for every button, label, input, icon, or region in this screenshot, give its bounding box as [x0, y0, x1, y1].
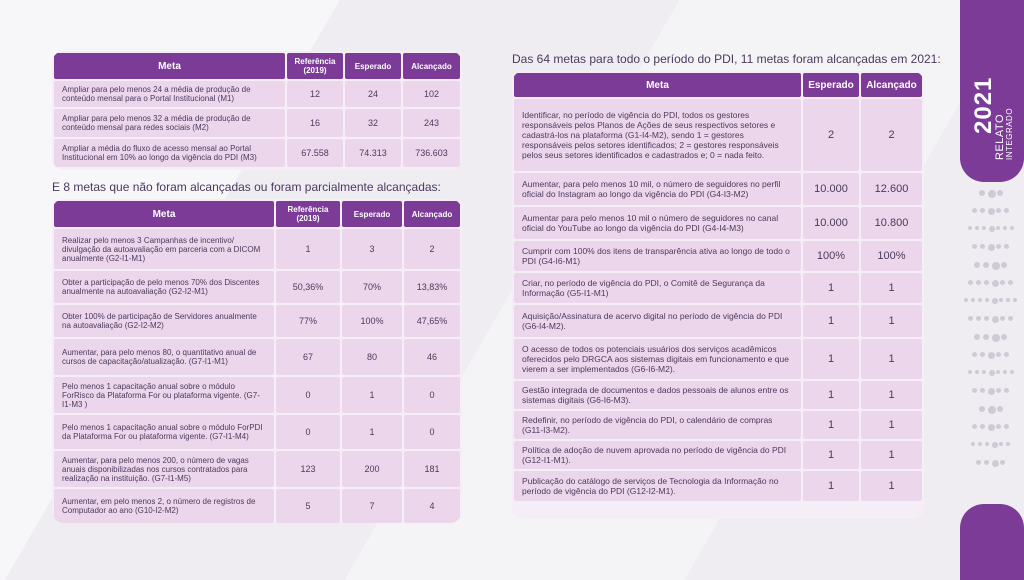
cell-meta: Cumprir com 100% dos itens de transparência ativa ao longo de todo o PDI (G4-I6-M1): [514, 241, 801, 271]
dot: [975, 226, 979, 230]
dot: [1003, 226, 1007, 230]
dot: [964, 298, 968, 302]
cell-value: 7: [342, 489, 402, 523]
dot: [968, 280, 973, 285]
table-row: [54, 339, 460, 375]
cell-meta: Política de adoção de nuvem aprovada no período de vigência do PDI (G12-I1-M1).: [514, 441, 801, 469]
dot: [1004, 388, 1009, 393]
dot: [971, 298, 975, 302]
cell-value: 1: [803, 339, 859, 379]
table-row: [54, 415, 460, 449]
cell-value: 0: [276, 377, 340, 413]
cell-value: 1: [803, 441, 859, 469]
cell-meta: Aumentar, para pelo menos 80, o quantitativo anual de cursos de capacitação/atualização. (G7-I1-M1): [54, 339, 274, 375]
dot: [988, 388, 995, 395]
col-referencia: Referência (2019): [287, 53, 343, 79]
dot: [1003, 370, 1007, 374]
dot: [1013, 298, 1017, 302]
dot: [974, 262, 980, 268]
dot: [988, 352, 995, 359]
dot: [988, 244, 995, 251]
cell-value: 1: [861, 339, 922, 379]
dot: [992, 460, 999, 467]
cell-meta: Realizar pelo menos 3 Campanhas de incentivo/ divulgação da autoavaliação em parceria com a DICOM anualmente (G2-I1-M1): [54, 229, 274, 269]
cell-value: 1: [803, 471, 859, 501]
dot: [992, 442, 998, 448]
table-achieved-2021: [512, 71, 924, 519]
table-row: [514, 207, 922, 239]
table-row: [514, 339, 922, 379]
cell-value: 1: [861, 273, 922, 303]
cell-value: 736.603: [403, 139, 460, 167]
table-row: [54, 139, 460, 167]
table-row: [54, 271, 460, 303]
cell-value: 1: [803, 273, 859, 303]
col-meta: Meta: [514, 73, 801, 97]
cell-meta: Aumentar, para pelo menos 200, o número de vagas anuais disponibilizadas nos cursos contratados para realização na instituição. (G7-I1-M5): [54, 451, 274, 487]
table2: [52, 199, 462, 523]
cell-value: 50,36%: [276, 271, 340, 303]
dot: [997, 190, 1003, 196]
cell-meta: Obter 100% de participação de Servidores anualmente na autoavaliação (G2-I2-M2): [54, 305, 274, 337]
dot: [979, 190, 985, 196]
table-row: [514, 241, 922, 271]
dot: [979, 406, 985, 412]
cell-value: 74.313: [345, 139, 401, 167]
col-meta: Meta: [54, 53, 285, 79]
decorative-dots: [960, 190, 1024, 490]
cell-meta: O acesso de todos os potenciais usuários dos serviços acadêmicos oferecidos pelo DRGCA aos sistemas digitais em funcionamento e que vierem a ser implementados (G6-I6-M2).: [514, 339, 801, 379]
dot: [972, 388, 977, 393]
cell-meta: Aumentar para pelo menos 10 mil o número de seguidores no canal oficial do YouTube ao longo da vigência do PDI (G4-I4-M3): [514, 207, 801, 239]
cell-meta: Publicação do catálogo de serviços de Tecnologia da Informação no período de vigência do PDI (G12-I2-M1).: [514, 471, 801, 501]
cell-meta: Pelo menos 1 capacitação anual sobre o módulo ForRisco da Plataforma For ou plataforma vigente. (G7-I1-M3 ): [54, 377, 274, 413]
dot: [971, 442, 975, 446]
dot: [972, 244, 977, 249]
dot: [988, 208, 995, 215]
dot: [980, 352, 985, 357]
dot: [992, 316, 999, 323]
cell-value: 0: [276, 415, 340, 449]
cell-value: 1: [342, 415, 402, 449]
cell-value: 13,83%: [404, 271, 460, 303]
dot: [974, 334, 980, 340]
dot: [992, 262, 1000, 270]
table-row: [54, 109, 460, 137]
cell-value: 100%: [861, 241, 922, 271]
cell-value: 1: [342, 377, 402, 413]
dot: [1004, 244, 1009, 249]
dot: [984, 460, 989, 465]
cell-value: 24: [345, 81, 401, 107]
cell-meta: Aumentar, em pelo menos 2, o número de registros de Computador ao ano (G10-I2-M2): [54, 489, 274, 523]
cell-value: 1: [861, 471, 922, 501]
cell-value: 5: [276, 489, 340, 523]
cell-value: 70%: [342, 271, 402, 303]
dot: [997, 406, 1003, 412]
dot: [982, 226, 986, 230]
cell-value: 32: [345, 109, 401, 137]
cell-value: 1: [861, 441, 922, 469]
brand-word-integrado: INTEGRADO: [1005, 107, 1014, 160]
dot: [972, 208, 977, 213]
cell-value: 10.000: [803, 173, 859, 205]
dot: [968, 370, 972, 374]
cell-value: 100%: [342, 305, 402, 337]
table-row: [54, 81, 460, 107]
dot: [980, 244, 985, 249]
dot: [984, 316, 989, 321]
dot: [1004, 208, 1009, 213]
brand-word-relato: RELATO: [994, 114, 1006, 160]
cell-value: 3: [342, 229, 402, 269]
table-row: [514, 273, 922, 303]
dot: [989, 370, 995, 376]
dot: [996, 208, 1001, 213]
cell-meta: Obter a participação de pelo menos 70% dos Discentes anualmente na autoavaliação (G2-I2-M1): [54, 271, 274, 303]
cell-value: 2: [861, 99, 922, 171]
table-achieved-communication: [52, 51, 462, 170]
table-row: [514, 305, 922, 337]
cell-value: 10.800: [861, 207, 922, 239]
dot: [980, 424, 985, 429]
cell-value: 80: [342, 339, 402, 375]
dot: [996, 424, 1001, 429]
table-row: [54, 451, 460, 487]
col-referencia: Referência (2019): [276, 201, 340, 227]
dot: [983, 262, 989, 268]
dot: [1010, 370, 1014, 374]
cell-value: 46: [404, 339, 460, 375]
sidebar: [960, 0, 1024, 580]
cell-value: 67.558: [287, 139, 343, 167]
cell-value: 1: [861, 411, 922, 439]
dot: [996, 388, 1001, 393]
table-row: [54, 377, 460, 413]
cell-value: 123: [276, 451, 340, 487]
cell-value: 100%: [803, 241, 859, 271]
dot: [1000, 280, 1005, 285]
heading-not-achieved: E 8 metas que não foram alcançadas ou foram parcialmente alcançadas:: [52, 180, 441, 194]
dot: [976, 460, 981, 465]
brand-year: 2021: [970, 76, 997, 134]
dot: [992, 334, 1000, 342]
cell-meta: Criar, no período de vigência do PDI, o Comitê de Segurança da Informação (G5-I1-M1): [514, 273, 801, 303]
dot: [996, 352, 1001, 357]
bottom-tab: [960, 504, 1024, 580]
dot: [984, 280, 989, 285]
dot: [985, 298, 989, 302]
dot: [988, 424, 995, 431]
dot: [968, 226, 972, 230]
cell-meta: Ampliar para pelo menos 24 a média de produção de conteúdo mensal para o Portal Institucional (M1): [54, 81, 285, 107]
col-alcancado: Alcançado: [404, 201, 460, 227]
cell-value: 0: [404, 377, 460, 413]
col-esperado: Esperado: [345, 53, 401, 79]
cell-value: 12.600: [861, 173, 922, 205]
dot: [983, 334, 989, 340]
table-row: [514, 441, 922, 469]
cell-value: 1: [803, 411, 859, 439]
cell-meta: Identificar, no período de vigência do PDI, todos os gestores responsáveis pelos Planos de Ações de seus respectivos setores e cadastrá-los na plataforma (G1-I4-M2), sendo 1 = gestores responsáveis pelos setores identificados; 2 = gestores responsáveis pelos seus setores identificados e cadastrados e; 0 = nada feito.: [514, 99, 801, 171]
cell-value: 1: [861, 381, 922, 409]
cell-value: 10.000: [803, 207, 859, 239]
dot: [1010, 226, 1014, 230]
dot: [999, 298, 1003, 302]
table-not-achieved: [52, 199, 462, 523]
dot: [999, 442, 1003, 446]
heading-achieved: Das 64 metas para todo o período do PDI, 11 metas foram alcançadas em 2021:: [512, 52, 941, 66]
cell-meta: Redefinir, no período de vigência do PDI, o calendário de compras (G11-I3-M2).: [514, 411, 801, 439]
dot: [992, 280, 999, 287]
table-row: [514, 173, 922, 205]
dot: [996, 244, 1001, 249]
dot: [972, 424, 977, 429]
cell-value: 181: [404, 451, 460, 487]
dot: [978, 442, 982, 446]
cell-value: 12: [287, 81, 343, 107]
dot: [992, 298, 998, 304]
dot: [988, 190, 996, 198]
dot: [1004, 424, 1009, 429]
cell-meta: Aquisição/Assinatura de acervo digital no período de vigência do PDI (G6-I4-M2).: [514, 305, 801, 337]
cell-meta: Gestão integrada de documentos e dados pessoais de alunos entre os sistemas digitais (G6-I6-M3).: [514, 381, 801, 409]
table-row: [514, 381, 922, 409]
cell-value: 102: [403, 81, 460, 107]
dot: [988, 406, 996, 414]
dot: [1008, 316, 1013, 321]
cell-value: 1: [276, 229, 340, 269]
table-row: [54, 489, 460, 523]
dot: [968, 316, 973, 321]
col-esperado: Esperado: [803, 73, 859, 97]
table-row: [514, 471, 922, 501]
col-alcancado: Alcançado: [861, 73, 922, 97]
dot: [1008, 280, 1013, 285]
cell-value: 243: [403, 109, 460, 137]
cell-value: 47,65%: [404, 305, 460, 337]
table1: [52, 51, 462, 169]
dot: [989, 226, 995, 232]
table-row: [514, 99, 922, 171]
cell-value: 67: [276, 339, 340, 375]
cell-value: 77%: [276, 305, 340, 337]
cell-meta: Ampliar para pelo menos 32 a média de produção de conteúdo mensal para redes sociais (M2): [54, 109, 285, 137]
cell-value: 2: [404, 229, 460, 269]
cell-value: 0: [404, 415, 460, 449]
brand-label: [964, 34, 1020, 174]
dot: [1006, 442, 1010, 446]
cell-value: 1: [861, 305, 922, 337]
dot: [1001, 334, 1007, 340]
cell-value: 1: [803, 381, 859, 409]
cell-value: 4: [404, 489, 460, 523]
dot: [976, 316, 981, 321]
dot: [982, 370, 986, 374]
dot: [975, 370, 979, 374]
dot: [1000, 316, 1005, 321]
cell-value: 16: [287, 109, 343, 137]
table-row: [514, 411, 922, 439]
col-meta: Meta: [54, 201, 274, 227]
cell-value: 1: [803, 305, 859, 337]
col-alcancado: Alcançado: [403, 53, 460, 79]
table-row: [54, 229, 460, 269]
dot: [1001, 262, 1007, 268]
cell-meta: Aumentar, para pelo menos 10 mil, o número de seguidores no perfil oficial do Instagram ao longo da vigência do PDI (G4-I3-M2): [514, 173, 801, 205]
dot: [996, 370, 1000, 374]
table3: [512, 71, 924, 503]
cell-value: 2: [803, 99, 859, 171]
dot: [1006, 298, 1010, 302]
col-esperado: Esperado: [342, 201, 402, 227]
dot: [976, 280, 981, 285]
dot: [985, 442, 989, 446]
table-row: [54, 305, 460, 337]
dot: [1000, 460, 1005, 465]
dot: [972, 352, 977, 357]
dot: [1004, 352, 1009, 357]
dot: [996, 226, 1000, 230]
dot: [980, 388, 985, 393]
cell-meta: Pelo menos 1 capacitação anual sobre o módulo ForPDI da Plataforma For ou plataforma vigente. (G7-I1-M4): [54, 415, 274, 449]
cell-value: 200: [342, 451, 402, 487]
dot: [978, 298, 982, 302]
dot: [980, 208, 985, 213]
cell-meta: Ampliar a média do fluxo de acesso mensal ao Portal Institucional em 10% ao longo da vigência do PDI (M3): [54, 139, 285, 167]
